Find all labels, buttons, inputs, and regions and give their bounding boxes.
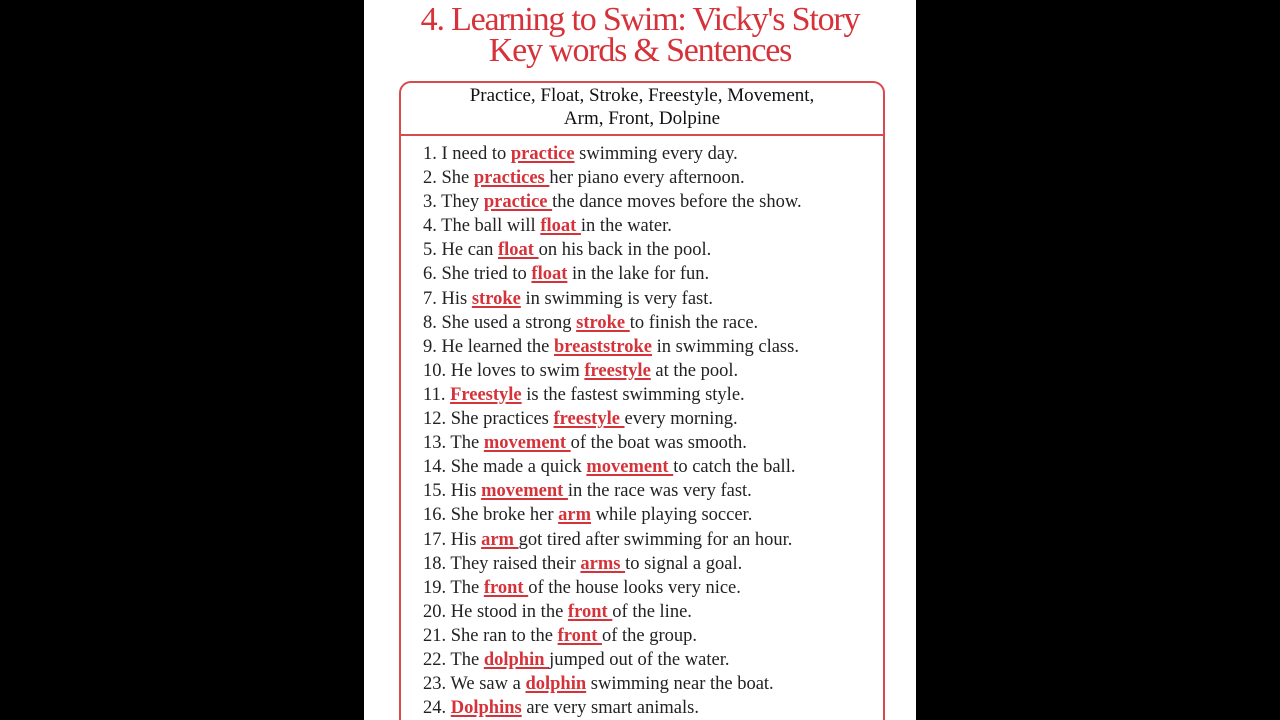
- sentence-text-before: 13. The: [423, 433, 484, 454]
- sentence-text-before: 10. He loves to swim: [423, 360, 585, 381]
- sentence-text-before: 7. His: [423, 288, 472, 309]
- keyword-highlight: dolphin: [483, 649, 550, 670]
- sentence-text-after: is the fastest swimming style.: [521, 384, 745, 405]
- sentence-text-before: 17. His: [423, 529, 482, 550]
- title-line-2: Key words & Sentences: [488, 32, 792, 69]
- sentence-row: [423, 142, 877, 166]
- sentence-row: [423, 696, 877, 720]
- sentence-text-after: jumped out of the water.: [549, 649, 730, 670]
- sentence-row: [423, 552, 877, 576]
- sentence-text-after: at the pool.: [650, 360, 739, 381]
- sentence-text-before: 16. She broke her: [423, 505, 559, 526]
- sentence-text-after: on his back in the pool.: [538, 240, 712, 261]
- keyword-highlight: Freestyle: [450, 384, 522, 405]
- keyword-highlight: stroke: [576, 312, 630, 333]
- sentence-text-before: 15. His: [423, 481, 482, 502]
- sentence-text-before: 9. He learned the: [423, 336, 554, 357]
- sentence-text-before: 11.: [423, 384, 451, 405]
- sentence-text-after: in the lake for fun.: [567, 264, 710, 285]
- title-line-1: 4. Learning to Swim: Vicky's Story: [420, 1, 860, 38]
- sentence-text-after: in the race was very fast.: [567, 481, 752, 502]
- sentence-text-before: 21. She ran to the: [423, 625, 558, 646]
- sentence-row: [423, 407, 877, 431]
- sentence-text-before: 8. She used a strong: [423, 312, 577, 333]
- keyword-highlight: movement: [483, 433, 571, 454]
- sentence-text-after: while playing soccer.: [591, 505, 753, 526]
- sentence-row: [423, 311, 877, 335]
- sentence-text-after: of the group.: [602, 625, 698, 646]
- keyword-highlight: float: [540, 216, 581, 237]
- sentence-text-before: 20. He stood in the: [423, 601, 568, 622]
- sentence-text-before: 19. The: [423, 577, 484, 598]
- content-box: [399, 81, 885, 720]
- sentence-text-before: 24.: [423, 698, 451, 719]
- keyword-highlight: freestyle: [553, 409, 625, 430]
- keyword-highlight: practice: [483, 192, 553, 213]
- sentence-row: [423, 359, 877, 383]
- sentence-text-after: to finish the race.: [629, 312, 759, 333]
- sentence-row: [423, 383, 877, 407]
- sentence-row: [423, 287, 877, 311]
- sentence-text-before: 18. They raised their: [423, 553, 581, 574]
- keyword-highlight: arm: [558, 505, 591, 526]
- sentence-row: [423, 262, 877, 286]
- sentence-text-after: in swimming is very fast.: [520, 288, 714, 309]
- sentence-text-before: 5. He can: [423, 240, 498, 261]
- keyword-line-2: Arm, Front, Dolpine: [563, 108, 721, 129]
- sentence-text-after: of the boat was smooth.: [570, 433, 747, 454]
- sentence-row: [423, 648, 877, 672]
- sentence-text-before: 22. The: [423, 649, 484, 670]
- sentence-text-after: are very smart animals.: [521, 698, 699, 719]
- keyword-highlight: Dolphins: [450, 698, 522, 719]
- sentence-text-after: the dance moves before the show.: [552, 192, 802, 213]
- keyword-highlight: practice: [510, 144, 575, 164]
- sentence-row: [423, 166, 877, 190]
- keyword-highlight: front: [557, 625, 602, 646]
- sentence-text-before: 14. She made a quick: [423, 457, 587, 478]
- sentence-text-before: 23. We saw a: [423, 674, 526, 695]
- sentence-text-after: got tired after swimming for an hour.: [518, 529, 793, 550]
- sentence-text-after: of the house looks very nice.: [528, 577, 741, 598]
- sentence-row: [423, 335, 877, 359]
- keyword-highlight: stroke: [471, 288, 521, 309]
- sentence-row: [423, 479, 877, 503]
- keyword-highlight: dolphin: [525, 674, 587, 695]
- keyword-highlight: freestyle: [584, 360, 651, 381]
- sentence-row: [423, 503, 877, 527]
- sentence-row: [423, 528, 877, 552]
- sentence-row: [423, 214, 877, 238]
- sentence-text-before: 6. She tried to: [423, 264, 532, 285]
- sentence-text-before: 4. The ball will: [423, 216, 541, 237]
- keyword-line-1: Practice, Float, Stroke, Freestyle, Movement,: [469, 85, 815, 106]
- sentence-row: [423, 431, 877, 455]
- keyword-highlight: breaststroke: [553, 336, 652, 357]
- sentence-text-before: 12. She practices: [423, 409, 554, 430]
- keyword-highlight: arms: [580, 553, 626, 574]
- sentence-text-after: to catch the ball.: [673, 457, 796, 478]
- sentence-row: [423, 600, 877, 624]
- sentence-text-before: 1. I need to: [423, 144, 511, 164]
- sentence-text-after: in swimming class.: [651, 336, 799, 357]
- sentence-row: [423, 190, 877, 214]
- keyword-highlight: front: [567, 601, 613, 622]
- sentence-row: [423, 455, 877, 479]
- keyword-highlight: movement: [481, 481, 568, 502]
- sentence-text-after: swimming near the boat.: [586, 674, 774, 695]
- sentence-text-before: 3. They: [423, 192, 484, 213]
- keyword-highlight: movement: [586, 457, 674, 478]
- sentence-text-after: to signal a goal.: [625, 553, 743, 574]
- keyword-highlight: float: [498, 240, 539, 261]
- keyword-highlight: practices: [473, 168, 550, 189]
- keyword-highlight: arm: [481, 529, 519, 550]
- worksheet-page: [364, 0, 916, 720]
- sentence-row: [423, 576, 877, 600]
- keyword-highlight: float: [531, 264, 568, 285]
- sentence-list: [423, 142, 877, 720]
- sentence-text-after: swimming every day.: [574, 144, 738, 164]
- keyword-header: [401, 83, 883, 136]
- sentence-text-before: 2. She: [423, 168, 474, 189]
- sentence-row: [423, 672, 877, 696]
- sentence-text-after: in the water.: [580, 216, 672, 237]
- sentence-text-after: every morning.: [624, 409, 738, 430]
- sentence-text-after: her piano every afternoon.: [549, 168, 745, 189]
- sentence-text-after: of the line.: [612, 601, 692, 622]
- sentence-row: [423, 238, 877, 262]
- sentence-row: [423, 624, 877, 648]
- keyword-highlight: front: [483, 577, 529, 598]
